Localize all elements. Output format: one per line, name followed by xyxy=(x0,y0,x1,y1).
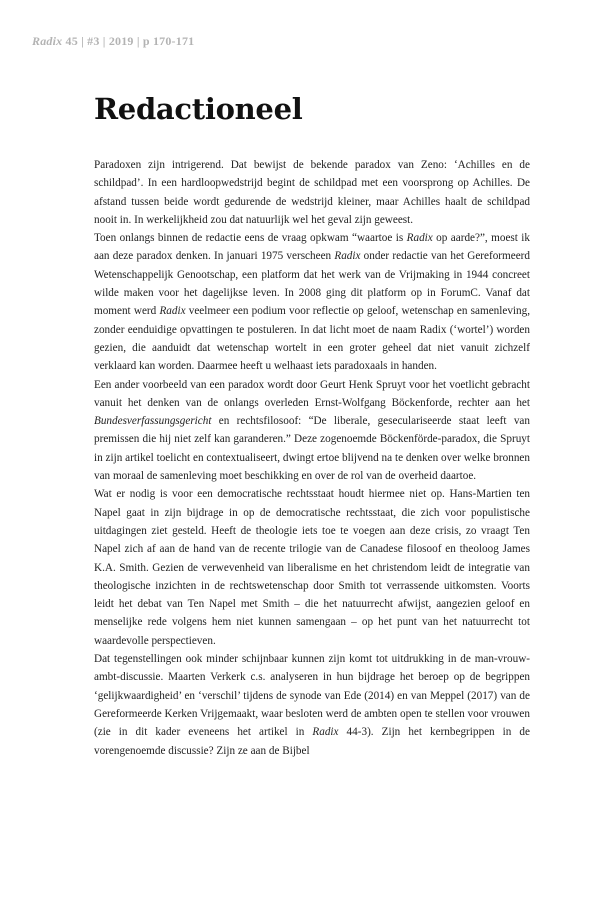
text-run: veelmeer een podium voor reflectie op geloof, wetenschap en samenleving, zonder eenduidige opvattingen te postuleren. In dat licht moet de naam Radix (‘wortel’) worden gezien, die aanduidt dat wetenschap wortelt in een groter geheel dat niet vanuit zichzelf verklaard kan worden. Daarmee heeft u welhaast iets paradoxaals in handen. xyxy=(94,305,531,373)
italic-text: Radix xyxy=(406,232,433,245)
page-title: Redactioneel xyxy=(94,92,303,126)
italic-text: Radix xyxy=(159,305,186,318)
journal-name: Radix xyxy=(32,34,63,48)
text-run: onder redactie van het Gereformeerd Wetenschappelijk Genootschap, een platform dat het werk van de Vrijmaking in 1944 concreet wilde maken voor het dagelijkse leven. In 2008 ging dit platform op in ForumC. Vanaf dat moment werd xyxy=(94,250,530,318)
article-body xyxy=(94,156,530,760)
issue-details: 45 | #3 | 2019 | p 170-171 xyxy=(62,34,195,48)
paragraph xyxy=(94,376,530,486)
text-run: Paradoxen zijn intrigerend. Dat bewijst de bekende paradox van Zeno: ‘Achilles en de schildpad’. In een hardloopwedstrijd begint de schildpad met een voorsprong op Achilles. De afstand tussen beide wordt gedurende de wedstrijd kleiner, maar Achilles haalt de schildpad nooit in. In werkelijkheid zou dat natuurlijk wel het geval zijn geweest. xyxy=(94,159,530,226)
paragraph xyxy=(94,485,530,650)
paragraph xyxy=(94,650,530,760)
text-run: en rechtsfilosoof: “De liberale, geseculariseerde staat leeft van premissen die hij niet zelf kan garanderen.” Deze zogenoemde Böckenförde-paradox, die Spruyt in zijn artikel toelicht en contextualiseert, dwingt ertoe blijvend na te denken over welke bronnen van moraal de samenleving moet beschikking en over de rol van de overheid daartoe. xyxy=(94,415,530,483)
running-header xyxy=(32,34,194,49)
text-run: Wat er nodig is voor een democratische rechtsstaat houdt hiermee niet op. Hans-Martien ten Napel gaat in zijn bijdrage in op de democratische rechtsstaat, die zich voor populistische uitdagingen ziet gesteld. Heeft de theologie iets toe te voegen aan deze crisis, zo vraagt Ten Napel zich af aan de hand van de recente trilogie van de Canadese filosoof en theoloog James K.A. Smith. Gezien de verwevenheid van liberalisme en het christendom leidt de integratie van theologische inzichten in de rechtswetenschap door Smith tot verrassende uitkomsten. Voorts leidt het debat van Ten Napel met Smith – die het natuurrecht afwijst, aangezien geloof en menselijke rede volgens hem niet kunnen samengaan – op het punt van het natuurrecht tot waardevolle perspectieven. xyxy=(94,488,530,647)
italic-text: Radix xyxy=(312,726,339,739)
paragraph xyxy=(94,156,530,229)
text-run: 44-3). Zijn het kernbegrippen in de vorengenoemde discussie? Zijn ze aan de Bijbel xyxy=(94,726,530,757)
italic-text: Radix xyxy=(334,250,361,263)
paragraph xyxy=(94,229,530,375)
text-run: Dat tegenstellingen ook minder schijnbaar kunnen zijn komt tot uitdrukking in de man-vrouw-ambt-discussie. Maarten Verkerk c.s. analyseren in hun bijdrage het beroep op de begrippen ‘gelijkwaardigheid’ en ‘verschil’ tijdens de synode van Ede (2014) en van Meppel (2017) van de Gereformeerde Kerken Vrijgemaakt, waar besloten werd de ambten open te stellen voor vrouwen (zie in dit kader eveneens het artikel in xyxy=(94,653,530,739)
text-run: Een ander voorbeeld van een paradox wordt door Geurt Henk Spruyt voor het voetlicht gebracht vanuit het denken van de onlangs overleden Ernst-Wolfgang Böckenforde, rechter aan het xyxy=(94,378,530,409)
text-run: Toen onlangs binnen de redactie eens de vraag opkwam “waartoe is xyxy=(94,232,407,245)
text-run: op aarde?”, moest ik aan deze paradox denken. In januari 1975 verscheen xyxy=(94,232,530,263)
italic-text: Bundesverfassungsgericht xyxy=(94,415,212,428)
